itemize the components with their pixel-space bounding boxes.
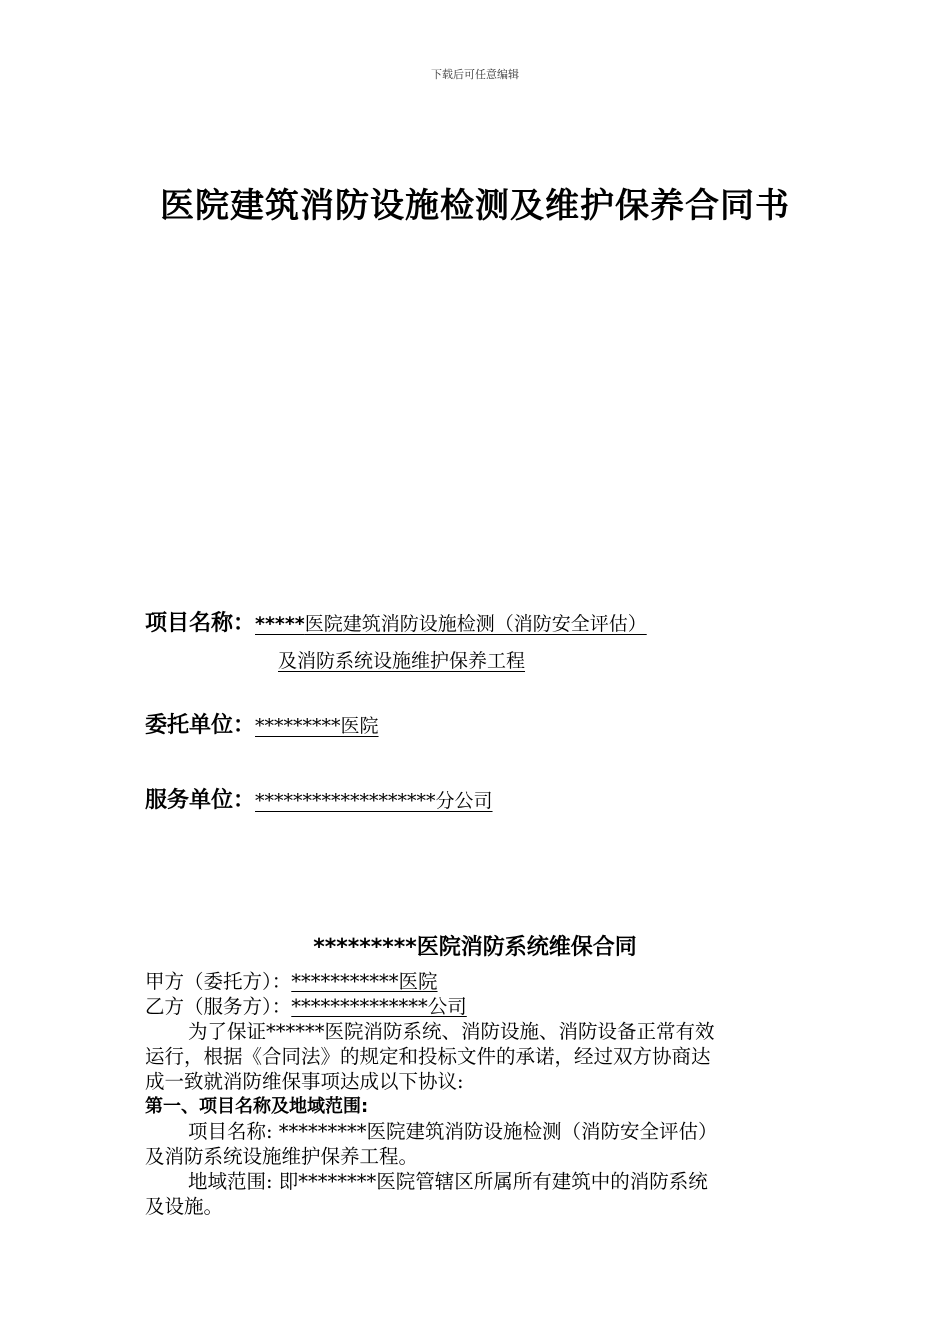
area-line-2: 及设施。 [145,1195,224,1218]
party-b-label: 乙方（服务方）： [145,995,292,1018]
service-row [145,783,493,814]
service-label: 服务单位： [145,788,256,813]
document-title: 医院建筑消防设施检测及维护保养合同书 [160,186,790,226]
header-note: 下载后可任意编辑 [431,68,519,81]
project-name-label: 项目名称： [145,611,256,636]
contract-title: *********医院消防系统维保合同 [313,935,637,960]
project-name-line1: 医院建筑消防设施检测（消防安全评估） [304,613,647,635]
party-a-row [145,969,810,994]
intro-line-2: 运行，根据《合同法》的规定和投标文件的承诺，经过双方协商达 [145,1045,711,1068]
project-name-line2: 及消防系统设施维护保养工程 [278,650,526,672]
client-row [145,708,379,739]
service-value: *******************分公司 [255,790,493,812]
party-a-label: 甲方（委托方）： [145,970,292,993]
project-name-stars: ***** [255,613,305,635]
project-line-1: 项目名称: *********医院建筑消防设施检测（消防安全评估） [188,1120,718,1143]
project-line-2: 及消防系统设施维护保养工程。 [145,1145,419,1168]
party-a-value: ***********医院 [291,970,438,993]
project-name-row [145,606,647,637]
party-b-row [145,994,810,1019]
project-name-value [255,613,647,635]
section-1-heading: 第一、项目名称及地域范围: [145,1096,369,1117]
area-line-1: 地域范围: 即********医院管辖区所属所有建筑中的消防系统 [188,1170,708,1193]
party-b-value: **************公司 [291,995,467,1018]
intro-line-1: 为了保证******医院消防系统、消防设施、消防设备正常有效 [188,1020,715,1043]
client-value: *********医院 [255,715,379,737]
client-label: 委托单位： [145,713,256,738]
contract-body [145,969,810,1219]
project-name-row-2 [278,646,525,673]
intro-line-3: 成一致就消防维保事项达成以下协议: [145,1070,464,1093]
